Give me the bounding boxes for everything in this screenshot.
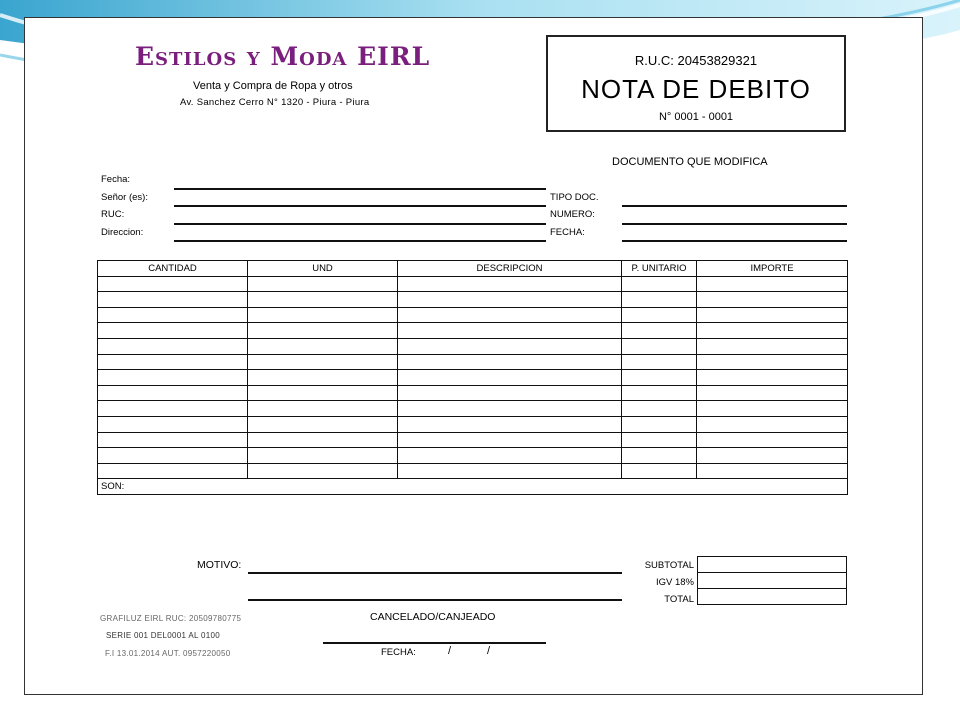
ruc-line (548, 53, 844, 68)
label-fecha-doc: FECHA: (550, 227, 585, 238)
cell-descripcion[interactable] (398, 307, 622, 323)
cell-p-unitario[interactable] (622, 401, 697, 417)
motivo-field-line[interactable] (248, 572, 622, 574)
label-numero: NUMERO: (550, 209, 595, 220)
cell-importe[interactable] (697, 463, 848, 479)
cell-importe[interactable] (697, 385, 848, 401)
printer-info-line3: F.I 13.01.2014 AUT. 0957220050 (105, 649, 231, 658)
table-row (98, 338, 848, 354)
cell-importe[interactable] (697, 292, 848, 308)
cell-descripcion[interactable] (398, 432, 622, 448)
cell-und[interactable] (248, 401, 398, 417)
cell-descripcion[interactable] (398, 385, 622, 401)
cell-cantidad[interactable] (98, 385, 248, 401)
printer-info-line2: SERIE 001 DEL0001 AL 0100 (106, 631, 220, 640)
cell-und[interactable] (248, 323, 398, 339)
cell-cantidad[interactable] (98, 432, 248, 448)
table-row (98, 354, 848, 370)
header-cantidad: CANTIDAD (98, 261, 248, 277)
table-row (98, 292, 848, 308)
ruc-number: 20453829321 (677, 53, 758, 68)
cancel-date-slash-2: / (487, 645, 491, 657)
cell-cantidad[interactable] (98, 354, 248, 370)
cell-p-unitario[interactable] (622, 276, 697, 292)
cell-cantidad[interactable] (98, 370, 248, 386)
cancel-fecha-label: FECHA: (381, 647, 416, 658)
cell-descripcion[interactable] (398, 448, 622, 464)
company-name: Estilos y Moda EIRL (135, 42, 431, 71)
subtotal-cell[interactable] (698, 557, 847, 573)
header-p-unitario: P. UNITARIO (622, 261, 697, 277)
cell-p-unitario[interactable] (622, 292, 697, 308)
cell-importe[interactable] (697, 370, 848, 386)
cancel-date-slash-1: / (448, 645, 452, 657)
motivo-field-line-2[interactable] (248, 599, 622, 601)
cell-p-unitario[interactable] (622, 370, 697, 386)
fecha-doc-field-line[interactable] (622, 240, 847, 242)
direccion-field-line[interactable] (174, 223, 546, 225)
numero-field-line[interactable] (622, 223, 847, 225)
cell-cantidad[interactable] (98, 307, 248, 323)
printer-info-line1: GRAFILUZ EIRL RUC: 20509780775 (100, 614, 242, 623)
cell-p-unitario[interactable] (622, 323, 697, 339)
cell-p-unitario[interactable] (622, 432, 697, 448)
cell-cantidad[interactable] (98, 292, 248, 308)
header-und: UND (248, 261, 398, 277)
cell-descripcion[interactable] (398, 292, 622, 308)
total-cell[interactable] (698, 589, 847, 605)
cell-und[interactable] (248, 448, 398, 464)
cell-cantidad[interactable] (98, 276, 248, 292)
cell-importe[interactable] (697, 307, 848, 323)
label-igv: IGV 18% (655, 577, 694, 588)
cell-und[interactable] (248, 370, 398, 386)
cell-descripcion[interactable] (398, 370, 622, 386)
cell-p-unitario[interactable] (622, 463, 697, 479)
label-ruc: RUC: (101, 209, 125, 220)
cell-und[interactable] (248, 354, 398, 370)
cell-p-unitario[interactable] (622, 307, 697, 323)
cell-p-unitario[interactable] (622, 354, 697, 370)
ruc-label: R.U.C: (634, 53, 674, 68)
cell-importe[interactable] (697, 416, 848, 432)
cell-descripcion[interactable] (398, 338, 622, 354)
cell-importe[interactable] (697, 401, 848, 417)
cell-importe[interactable] (697, 276, 848, 292)
modified-document-heading: DOCUMENTO QUE MODIFICA (612, 156, 768, 168)
cell-und[interactable] (248, 463, 398, 479)
table-row (98, 448, 848, 464)
company-address: Av. Sanchez Cerro N° 1320 - Piura - Piura (180, 97, 370, 108)
tipo-doc-field-line[interactable] (622, 205, 847, 207)
document-title: NOTA DE DEBITO (581, 74, 811, 104)
cell-und[interactable] (248, 276, 398, 292)
cell-importe[interactable] (697, 432, 848, 448)
label-subtotal: SUBTOTAL (644, 560, 694, 571)
items-header-row (98, 261, 848, 277)
company-tagline: Venta y Compra de Ropa y otros (193, 80, 353, 92)
table-row (98, 307, 848, 323)
ruc-field-line[interactable] (174, 205, 546, 207)
table-row (98, 370, 848, 386)
son-label[interactable]: SON: (98, 479, 848, 495)
header-descripcion: DESCRIPCION (398, 261, 622, 277)
document-number: N° 0001 - 0001 (658, 111, 734, 123)
cell-und[interactable] (248, 385, 398, 401)
cell-importe[interactable] (697, 338, 848, 354)
cancel-label: CANCELADO/CANJEADO (370, 611, 496, 623)
direccion-field-line-2[interactable] (174, 240, 546, 242)
cell-und[interactable] (248, 307, 398, 323)
cell-und[interactable] (248, 292, 398, 308)
cell-und[interactable] (248, 432, 398, 448)
cancel-signature-line[interactable] (323, 642, 546, 644)
cell-importe[interactable] (697, 323, 848, 339)
table-row (98, 463, 848, 479)
cell-cantidad[interactable] (98, 323, 248, 339)
cell-p-unitario[interactable] (622, 338, 697, 354)
cell-importe[interactable] (697, 448, 848, 464)
cell-descripcion[interactable] (398, 276, 622, 292)
table-row (98, 385, 848, 401)
label-direccion: Direccion: (101, 227, 144, 238)
cell-cantidad[interactable] (98, 463, 248, 479)
senor-field-line[interactable] (174, 188, 546, 190)
cell-cantidad[interactable] (98, 448, 248, 464)
cell-cantidad[interactable] (98, 416, 248, 432)
header-importe: IMPORTE (697, 261, 848, 277)
table-row (98, 416, 848, 432)
cell-und[interactable] (248, 416, 398, 432)
label-motivo: MOTIVO: (197, 559, 242, 571)
cell-p-unitario[interactable] (622, 416, 697, 432)
table-row (98, 323, 848, 339)
label-total: TOTAL (664, 594, 694, 605)
cell-descripcion[interactable] (398, 323, 622, 339)
ruc-box (546, 35, 846, 132)
son-row (98, 479, 848, 495)
cell-p-unitario[interactable] (622, 448, 697, 464)
cell-und[interactable] (248, 338, 398, 354)
cell-p-unitario[interactable] (622, 385, 697, 401)
table-row (98, 401, 848, 417)
table-row (98, 432, 848, 448)
label-fecha: Fecha: (101, 174, 131, 185)
igv-cell[interactable] (698, 573, 847, 589)
cell-descripcion[interactable] (398, 463, 622, 479)
cell-cantidad[interactable] (98, 401, 248, 417)
cell-importe[interactable] (697, 354, 848, 370)
cell-descripcion[interactable] (398, 354, 622, 370)
cell-cantidad[interactable] (98, 338, 248, 354)
label-tipo-doc: TIPO DOC. (550, 192, 599, 203)
items-table (97, 260, 848, 495)
table-row (98, 276, 848, 292)
cell-descripcion[interactable] (398, 416, 622, 432)
cell-descripcion[interactable] (398, 401, 622, 417)
label-senor: Señor (es): (101, 192, 148, 203)
totals-table (697, 556, 847, 605)
